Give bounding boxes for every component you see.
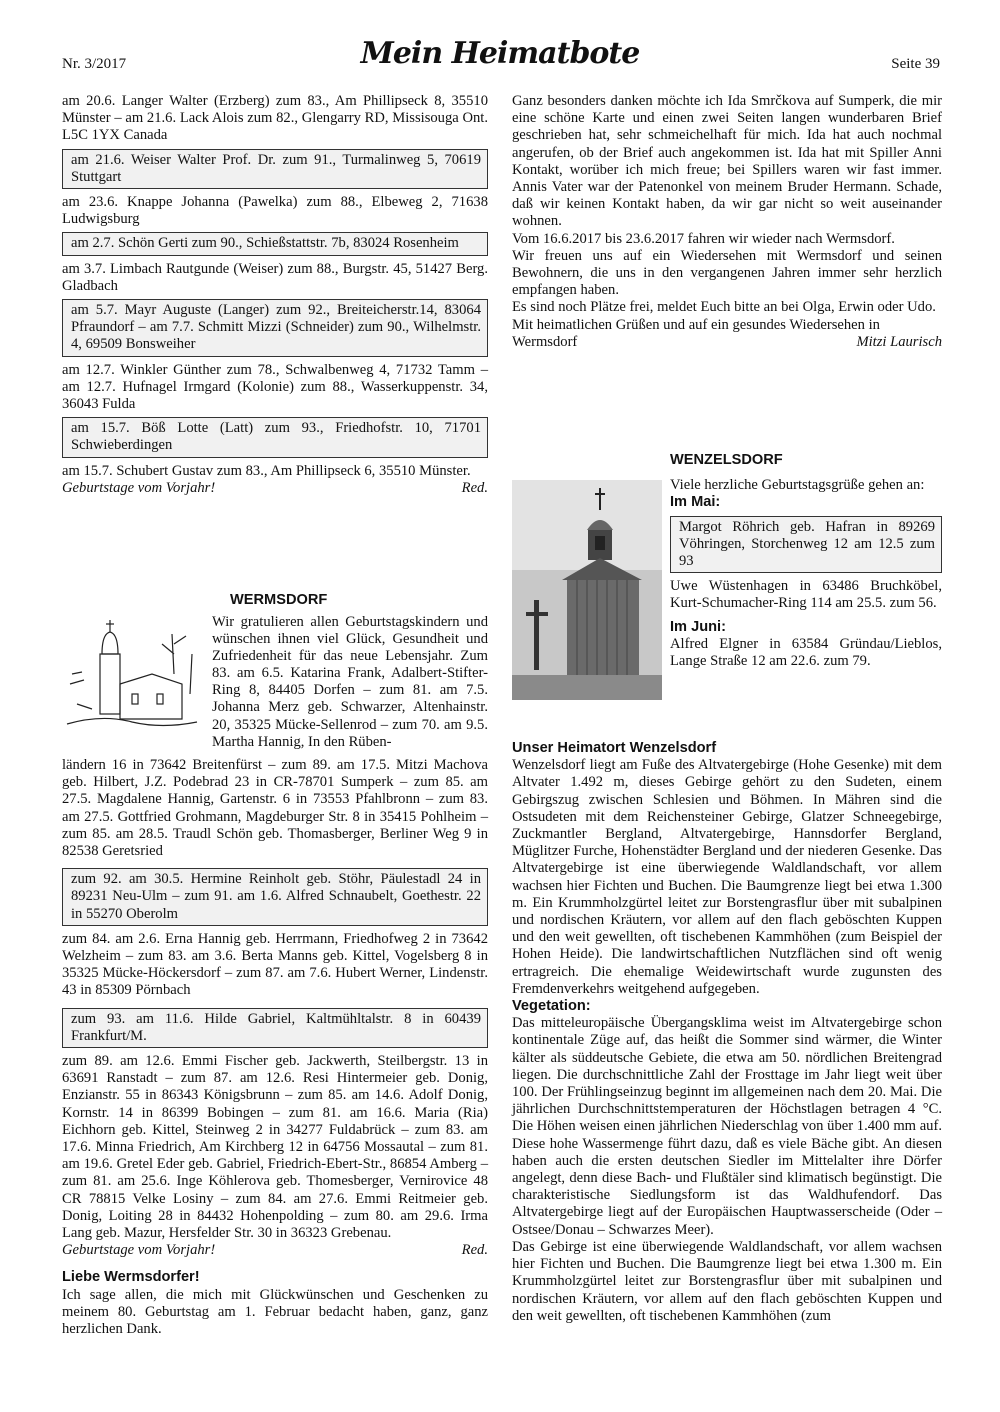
wermsdorf-intro: Wir gratulieren allen Geburtstagskindern und wünschen ihnen viel Glück, Gesundheit und Zufriedenheit für das neue Lebensjahr. Zum 83. am 6.5. Katarina Frank, Adalbert-Stifter-Ring 8, 84405 Dorfen – zum 81. am 7.5. Johanna Merz geb. Schwarzer, Altenhainstr. 20, 35325 Mücke-Sellenrod – zum 70. am 9.5. Martha Hannig, In den Rüben-	[212, 614, 488, 750]
letter-paragraph: Mit heimatlichen Grüßen und auf ein gesundes Wiedersehen in	[512, 316, 880, 333]
birthday-entry: zum 84. am 2.6. Erna Hannig geb. Herrmann, Friedhofweg 2 in 73642 Welzheim – zum 83. am 3.6. Berta Manns geb. Kittel, Vogelsberg 8 in 35325 Mücke-Höckersdorf – zum 87. am 7.6. Hubert Werner, Lindenstr. 43 in 85309 Pörnbach	[62, 930, 488, 999]
letter-paragraph: Ganz besonders danken möchte ich Ida Smrčkova auf Sumperk, die mir eine schöne Karte und einen zwei Seiten langen wunderbaren Brief geschrieben hat, sehr schmeichelhaft für mich. Ida hat auch nochmal angerufen, ob der Brief auch angekommen ist. Ida hat mit Spiller Anni Kontakt, worüber ich mich freue; bei Spillers waren wir fast immer. Annis Vater war der Patenonkel von meinem Bruder Hermann. Schade, daß wir keinen Kontakt haben, da wir gar nicht so weit auseinander wohnen.	[512, 93, 942, 230]
signature-line: Geburtstage vom Vorjahr! Red.	[62, 479, 488, 496]
article-heading: Unser Heimatort Wenzelsdorf	[512, 740, 717, 756]
birthday-entry: Uwe Wüstenhagen in 63486 Bruchköbel, Kurt-Schumacher-Ring 114 am 25.5. zum 56.	[670, 578, 942, 612]
birthday-box: zum 92. am 30.5. Hermine Reinholt geb. Stöhr, Päulestadl 24 in 89231 Neu-Ulm – zum 91. am 1.6. Alfred Schnaubelt, Goethestr. 22 in 55270 Oberolm	[62, 868, 488, 926]
wermsdorf-list	[62, 757, 488, 1338]
vegetation-heading: Vegetation:	[512, 998, 591, 1015]
birthday-box: am 15.7. Böß Lotte (Latt) zum 93., Friedhofstr. 10, 71701 Schwieberdingen	[62, 417, 488, 457]
month-heading: Im Mai:	[670, 494, 721, 511]
article-paragraph: Das mitteleuropäische Übergangsklima weist im Altvatergebirge schon kontinentale Züge auf, das heißt die Sommer sind wärmer, die Winter kälter als süddeutsche Gebiete, die etwa am 50. nördlichen Breitengrad liegen. Die durchschnittliche Zahl der Frosttage im Jahr liegt weit über 100. Der Frühlingseinzug beginnt im allgemeinen nach dem 20. Mai. Die jährlichen Durchschnittstemperaturen der Höchstlagen betragen 4 °C. Die Höhen weisen einen jährlichen Niederschlag von über 1.400 mm auf. Diese hohe Wassermenge führt dazu, daß es viele Bäche gibt. An diesen haben auch die ersten deutschen Siedler im Mittelalter ihre Dörfer angelegt, denn diese Bach- und Flußtäler sind klimatisch begünstigt. Die charakteristische Siedlungsform ist das Waldhufendorf. Das Altvatergebirge liegt auf der Europäischen Hauptwasserscheide (Oder – Ostsee/Donau – Schwarzes Meer).	[512, 1015, 942, 1238]
liebe-heading: Liebe Wermsdorfer!	[62, 1269, 200, 1286]
thanks-text: Ich sage allen, die mich mit Glückwünschen und Geschenken zu meinem 80. Geburtstag am 1. Februar bedacht haben, ganz, ganz herzlichen Dank.	[62, 1286, 488, 1338]
letter-paragraph: Vom 16.6.2017 bis 23.6.2017 fahren wir wieder nach Wermsdorf.	[512, 230, 895, 247]
issue-number: Nr. 3/2017	[62, 56, 127, 72]
wenzelsdorf-title: WENZELSDORF	[670, 452, 783, 468]
church-illustration	[62, 614, 202, 744]
article-paragraph: Das Gebirge ist eine überwiegende Waldlandschaft, vor allem wachsen hier Fichten und Buchen. Die Baumgrenze liegt bei etwa 1.300 m. Ein Krummholzgürtel leitet zur Borstengrasflur über mit subalpinen und nordischen Kräutern, vor allem auf den flach geböschten Kuppen und den weit gewellten, oft tischebenen Kammhöhen (zum	[512, 1238, 942, 1324]
birthday-box: am 2.7. Schön Gerti zum 90., Schießstattstr. 7b, 83024 Rosenheim	[62, 232, 488, 255]
chapel-photo	[512, 480, 662, 700]
birthday-entry: Alfred Elgner in 63584 Gründau/Lieblos, Lange Straße 12 am 22.6. zum 79.	[670, 635, 942, 670]
birthday-entry: am 15.7. Schubert Gustav zum 83., Am Phillipseck 6, 35510 Münster.	[62, 462, 471, 479]
left-column	[62, 93, 488, 533]
heimatort-article	[512, 740, 942, 1325]
birthday-entry: am 23.6. Knappe Johanna (Pawelka) zum 88., Elbeweg 2, 71638 Ludwigsburg	[62, 194, 488, 228]
birthday-box: am 21.6. Weiser Walter Prof. Dr. zum 91., Turmalinweg 5, 70619 Stuttgart	[62, 149, 488, 189]
letter-block	[512, 93, 942, 351]
article-paragraph: Wenzelsdorf liegt am Fuße des Altvatergebirge (Hohe Gesenke) mit dem Altvater 1.492 m, dieses Gebirge gehört zu den Sudeten, einem Gebirgszug zwischen Schlesien und Böhmen. In Mähren sind die Ostsudeten mit dem Reichensteiner Gebirge, Glatzer Schneegebirge, Zuckmantler Bergland, Altvatergebirge, Hannsdorfer Bergland, Müglitzer Furche, Hohenstädter Bergland und der niederen Gesenke. Das Altvatergebirge ist eine überwiegende Waldlandschaft, vor allem wachsen hier Fichten und Buchen. Die Baumgrenze liegt bei etwa 1.300 m. Ein Krummholzgürtel leitet zur Borstengrasflur über mit subalpinen und nordischen Kräutern, vor allem auf den flach geböschten Kuppen und den weit gewellten, oft tischebenen Kammhöhen (zum Beispiel der Hohen Heide). Die landwirtschaftlichen Nutzflächen sind oft wenig ertragreich. Die ehemalige Weidewirtschaft wurde zugunsten des Fremdenverkehrs weitgehend aufgegeben.	[512, 757, 942, 997]
birthday-entry: ländern 16 in 73642 Breitenfürst – zum 89. am 17.5. Mitzi Machova geb. Hilbert, J.Z. Podebrad 23 in CR-78701 Sumperk – zum 85. am 27.5. Magdalene Hannig, Gartenstr. 6 in 73553 Pfahlbronn – zum 83. am 27.5. Gottfried Grohmann, Magdeburger Str. 8 in 35415 Pohlheim – zum 85. am 28.5. Traudl Schön geb. Thomasberger, Berliner Weg 9 in 82538 Geretsried	[62, 757, 488, 860]
birthday-entry: am 20.6. Langer Walter (Erzberg) zum 83., Am Phillipseck 8, 35510 Münster – am 21.6. Lack Alois zum 82., Glengarry RD, Missisouga Ont. L5C 1YX Canada	[62, 93, 488, 144]
page-number: Seite 39	[891, 56, 940, 72]
letter-paragraph: Es sind noch Plätze frei, meldet Euch bitte an bei Olga, Erwin oder Udo.	[512, 299, 936, 316]
month-heading: Im Juni:	[670, 618, 726, 635]
letter-signature: Wermsdorf Mitzi Laurisch	[512, 333, 942, 350]
birthday-entry: am 12.7. Winkler Günther zum 78., Schwalbenweg 4, 71732 Tamm – am 12.7. Hufnagel Irmgard (Kolonie) zum 88., Wasserkuppenstr. 34, 36043 Fulda	[62, 361, 488, 413]
wermsdorf-section-title: WERMSDORF	[230, 592, 328, 608]
letter-paragraph: Wir freuen uns auf ein Wiedersehen mit Wermsdorf und seinen Bewohnern, die uns in den vergangenen Jahren immer sehr herzlich empfangen haben.	[512, 247, 942, 299]
birthday-box: Margot Röhrich geb. Hafran in 89269 Vöhringen, Storchenweg 12 am 12.5 zum 93	[670, 516, 942, 574]
birthday-box: am 5.7. Mayr Auguste (Langer) zum 92., Breiteicherstr.14, 83064 Pfraundorf – am 7.7. Schmitt Mizzi (Schneider) zum 90., Wilhelmstr. 4, 69509 Bonsweiher	[62, 299, 488, 357]
birthday-box: zum 93. am 11.6. Hilde Gabriel, Kaltmühltalstr. 8 in 60439 Frankfurt/M.	[62, 1008, 488, 1048]
signature-line: Geburtstage vom Vorjahr! Red.	[62, 1242, 488, 1259]
wenzelsdorf-intro: Viele herzliche Geburtstagsgrüße gehen an:	[670, 477, 925, 494]
masthead-logo: Mein Heimatbote	[360, 36, 640, 71]
birthday-entry: zum 89. am 12.6. Emmi Fischer geb. Jackwerth, Steilbergstr. 13 in 63691 Ranstadt – zum 87. am 12.6. Resi Hintermeier geb. Donig, Enzianstr. 55 in 86343 Königsbrunn – zum 85. am 14.6. Adolf Donig, Kornstr. 14 in 86399 Bobingen – zum 81. am 16.6. Maria (Ria) Eichhorn geb. Kittel, Steinweg 2 in 34277 Fuldabrück – zum 83. am 17.6. Minna Friedrich, Am Kirchberg 12 in 64756 Mossautal – zum 81. am 19.6. Gretel Eder geb. Gabriel, Friedrich-Ebert-Str., 86854 Amberg – zum 81. am 25.6. Inge Köhlerova geb. Thomesberger, Vernirovice 48 CR 78815 Velke Losiny – zum 84. am 27.6. Emmi Reitmeier geb. Donig, Loiting 28 in 84432 Hohenpolding – zum 80. am 29.6. Irma Lang geb. Mazur, Hersfelder Str. 30 in 36323 Grebenau.	[62, 1053, 488, 1242]
wenzelsdorf-section	[670, 452, 942, 670]
birthday-entry: am 3.7. Limbach Rautgunde (Weiser) zum 88., Burgstr. 45, 51427 Berg. Gladbach	[62, 260, 488, 294]
